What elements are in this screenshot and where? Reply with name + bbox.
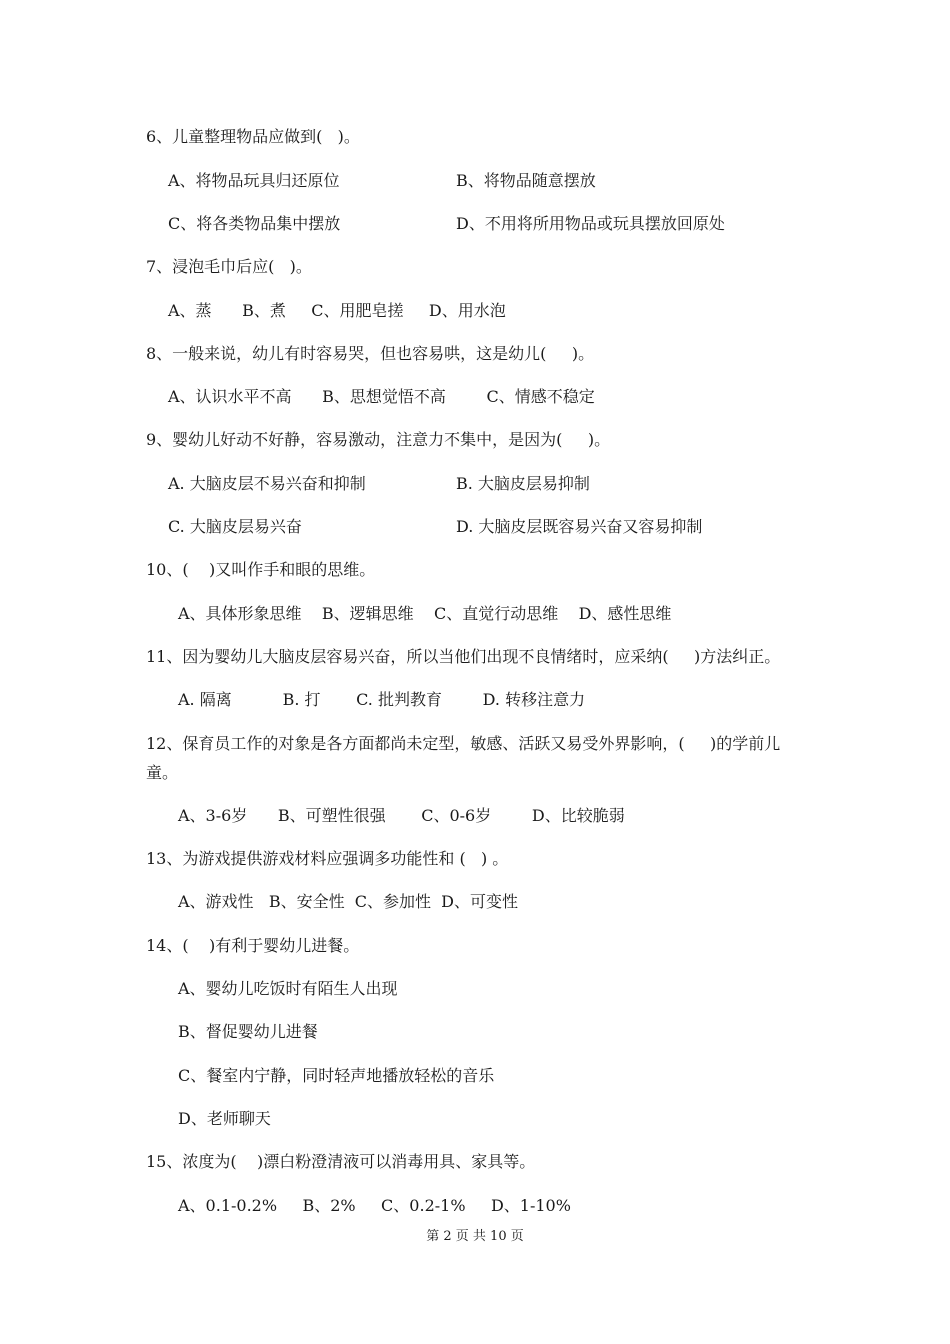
page-number-footer: 第 2 页 共 10 页 bbox=[426, 1229, 524, 1244]
question-6-option-a: A、将物品玩具归还原位 bbox=[168, 171, 340, 190]
question-10-options: A、具体形象思维 B、逻辑思维 C、直觉行动思维 D、感性思维 bbox=[178, 604, 672, 623]
question-12-stem-line-1: 12、保育员工作的对象是各方面都尚未定型，敏感、活跃又易受外界影响，( )的学前儿 bbox=[146, 734, 781, 753]
question-14-option-a: A、婴幼儿吃饭时有陌生人出现 bbox=[178, 979, 398, 998]
question-7-stem: 7、浸泡毛巾后应( )。 bbox=[146, 257, 312, 276]
question-12-stem-line-2: 童。 bbox=[146, 763, 179, 782]
question-6-option-d: D、不用将所用物品或玩具摆放回原处 bbox=[456, 214, 725, 233]
question-13-stem: 13、为游戏提供游戏材料应强调多功能性和 ( ) 。 bbox=[146, 849, 509, 868]
question-11-stem: 11、因为婴幼儿大脑皮层容易兴奋，所以当他们出现不良情绪时，应采纳( )方法纠正。 bbox=[146, 647, 781, 666]
question-7-options: A、蒸 B、煮 C、用肥皂搓 D、用水泡 bbox=[168, 301, 506, 320]
question-6-option-c: C、将各类物品集中摆放 bbox=[168, 214, 341, 233]
question-14-stem: 14、( )有利于婴幼儿进餐。 bbox=[146, 936, 360, 955]
question-14-option-d: D、老师聊天 bbox=[178, 1109, 271, 1128]
question-9-option-b: B. 大脑皮层易抑制 bbox=[456, 474, 590, 493]
question-14-option-c: C、餐室内宁静，同时轻声地播放轻松的音乐 bbox=[178, 1066, 495, 1085]
question-10-stem: 10、( )又叫作手和眼的思维。 bbox=[146, 560, 376, 579]
question-9-stem: 9、婴幼儿好动不好静，容易激动，注意力不集中，是因为( )。 bbox=[146, 430, 611, 449]
question-8-options: A、认识水平不高 B、思想觉悟不高 C、情感不稳定 bbox=[168, 387, 595, 406]
question-11-options: A. 隔离 B. 打 C. 批判教育 D. 转移注意力 bbox=[178, 690, 586, 709]
question-12-options: A、3-6岁 B、可塑性很强 C、0-6岁 D、比较脆弱 bbox=[178, 806, 625, 825]
question-6-stem: 6、儿童整理物品应做到( )。 bbox=[146, 127, 360, 146]
question-9-option-c: C. 大脑皮层易兴奋 bbox=[168, 517, 302, 536]
question-13-options: A、游戏性 B、安全性 C、参加性 D、可变性 bbox=[178, 892, 518, 911]
question-15-options: A、0.1-0.2% B、2% C、0.2-1% D、1-10% bbox=[178, 1196, 571, 1215]
question-15-stem: 15、浓度为( )漂白粉澄清液可以消毒用具、家具等。 bbox=[146, 1152, 536, 1171]
question-14-option-b: B、督促婴幼儿进餐 bbox=[178, 1022, 318, 1041]
question-6-option-b: B、将物品随意摆放 bbox=[456, 171, 596, 190]
question-9-option-a: A. 大脑皮层不易兴奋和抑制 bbox=[168, 474, 366, 493]
question-9-option-d: D. 大脑皮层既容易兴奋又容易抑制 bbox=[456, 517, 703, 536]
question-8-stem: 8、一般来说，幼儿有时容易哭，但也容易哄，这是幼儿( )。 bbox=[146, 344, 595, 363]
